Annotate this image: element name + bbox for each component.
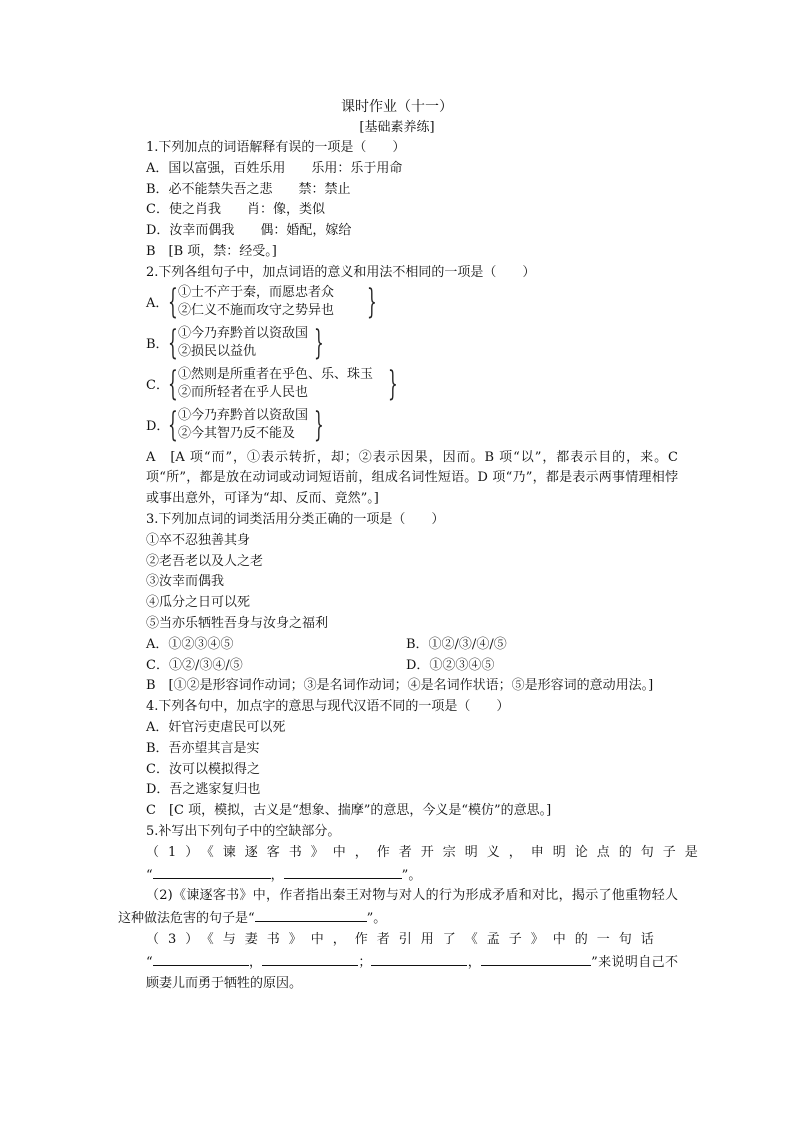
q5-part3-blanks: “ ， ； ， ”来说明自己不顾妻儿而勇于牺牲的原因。 [118,951,678,995]
sentence-1: ①今乃弃黔首以资敌国 [178,325,309,341]
q1-option-a: A．国以富强，百姓乐用 乐用：乐于用命 [146,160,403,176]
q2-stem: 2.下列各组句子中，加点词语的意义和用法不相同的一项是（ ） [146,264,536,280]
q2-option-d [118,404,678,448]
q4-option-d: D．吾之逃家复归也 [146,782,261,798]
q4-option-a: A．奸官污吏虐民可以死 [146,719,286,735]
fill-blank[interactable] [371,951,467,966]
q3-item-3: ③汝幸而偶我 [146,574,225,590]
fill-blank[interactable] [262,951,358,966]
right-brace-icon: } [367,281,377,322]
sentence-1: ①今乃弃黔首以资敌国 [178,407,309,423]
page-subtitle: [基础素养练] [359,120,435,135]
q5-part1-blanks: “ ， ”。 [118,864,678,887]
sentence-2: ②而所轻者在乎人民也 [178,384,309,400]
q5-part3-prompt: （3）《与妻书》中，作者引用了《孟子》中的一句话 [146,931,663,947]
fill-blank[interactable] [153,864,271,879]
q1-option-c: C．使之肖我 肖：像，类似 [146,202,325,218]
q3-item-4: ④瓜分之日可以死 [146,595,251,611]
q5-part2: （2)《谏逐客书》中，作者指出秦王对物与对人的行为形成矛盾和对比，揭示了他重物轻人这种做法危害的句子是“ ”。 [118,888,678,927]
option-label: C． [146,377,169,393]
q1-stem: 1.下列加点的词语解释有误的一项是（ ） [146,140,406,155]
q1-option-d: D．汝幸而偶我 偶：婚配，嫁给 [146,223,352,239]
q3-item-5: ⑤当亦乐牺牲吾身与汝身之福利 [146,615,329,631]
left-brace-icon: { [168,281,178,322]
q3-option-d: D．①②③④⑤ [406,657,495,673]
q3-stem: 3.下列加点词的词类活用分类正确的一项是（ ） [146,511,445,527]
left-brace-icon: { [168,363,178,404]
fill-blank[interactable] [481,951,591,966]
option-label: D． [146,418,170,434]
sentence-2: ②仁义不施而攻守之势异也 [178,302,335,318]
q4-option-c: C．汝可以模拟得之 [146,761,260,777]
left-brace-icon: { [168,404,178,445]
q1-option-b: B．必不能禁失吾之悲 禁：禁止 [146,181,351,197]
q2-option-a [118,281,678,325]
fill-blank[interactable] [255,907,367,922]
q3-item-1: ①卒不忍独善其身 [146,532,251,548]
option-label: A． [146,295,169,311]
sentence-1: ①然则是所重者在乎色、乐、珠玉 [178,366,374,382]
q2-option-b [118,322,678,366]
fill-blank[interactable] [284,864,402,879]
q1-answer: B [B 项，禁：经受。] [146,243,277,259]
option-label: B． [146,336,169,352]
q3-option-b: B．①②/③/④/⑤ [406,636,507,652]
q4-answer: C [C 项，模拟，古义是“想象、揣摩”的意思，今义是“模仿”的意思。] [146,803,552,819]
q4-stem: 4.下列各句中，加点字的意思与现代汉语不同的一项是（ ） [146,699,510,715]
q3-options-row-2 [118,656,678,677]
right-brace-icon: } [388,363,398,404]
page-title: 课时作业（十一） [341,99,453,115]
q5-stem: 5.补写出下列句子中的空缺部分。 [146,823,341,839]
sentence-1: ①士不产于秦，而愿忠者众 [178,284,335,300]
sentence-2: ②损民以益仇 [178,343,257,359]
q4-option-b: B．吾亦望其言是实 [146,740,260,756]
sentence-2: ②今其智乃反不能及 [178,425,296,441]
right-brace-icon: } [314,404,324,445]
left-brace-icon: { [168,322,178,363]
exercise-content [118,138,707,994]
q3-item-2: ②老吾老以及人之老 [146,553,264,569]
q3-option-a: A．①②③④⑤ [146,636,234,652]
q3-answer: B [①②是形容词作动词；③是名词作动词；④是名词作状语；⑤是形容词的意动用法。] [146,678,654,694]
fill-blank[interactable] [153,951,249,966]
q5-part1-prompt: （1）《谏逐客书》中，作者开宗明义，申明论点的句子是 [146,844,707,860]
q3-options-row-1 [118,635,678,656]
right-brace-icon: } [314,322,324,363]
q3-option-c: C．①②/③④/⑤ [146,657,243,673]
q2-answer: A [A 项“而”，①表示转折，却；②表示因果，因而。B 项“以”，都表示目的，来。C 项“所”，都是放在动词或动词短语前，组成名词性短语。D 项“乃”，都是表示两事情理相悖或事出意外，可译为“却、反而、竟然”。] [146,449,678,507]
q2-option-c [118,363,678,407]
